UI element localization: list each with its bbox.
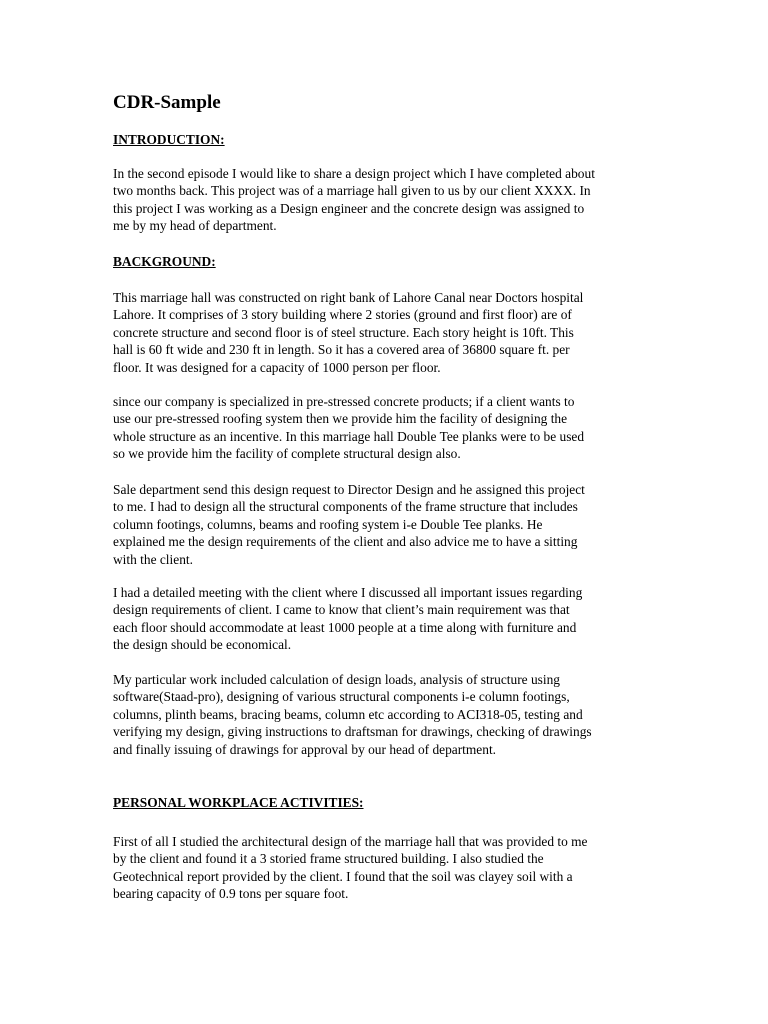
text-line: bearing capacity of 0.9 tons per square foot. [113, 886, 349, 902]
text-line: this project I was working as a Design engineer and the concrete design was assigned to [113, 200, 585, 216]
text-line: two months back. This project was of a marriage hall given to us by our client XXXX. In [113, 183, 591, 199]
text-line: First of all I studied the architectural design of the marriage hall that was provided to me [113, 834, 588, 849]
paragraph-background-4 [113, 584, 673, 654]
text-line: In the second episode I would like to share a design project which I have completed about [113, 166, 595, 181]
paragraph-personal-workplace-activities [113, 833, 673, 903]
text-line: use our pre-stressed roofing system then we provide him the facility of designing the [113, 411, 568, 427]
text-line: since our company is specialized in pre-stressed concrete products; if a client wants to [113, 394, 575, 409]
text-line: design requirements of client. I came to know that client’s main requirement was that [113, 602, 570, 618]
text-line: floor. It was designed for a capacity of 1000 person per floor. [113, 359, 441, 375]
text-line: software(Staad-pro), designing of various structural components i-e column footings, [113, 689, 570, 705]
text-line: with the client. [113, 551, 193, 567]
text-line: whole structure as an incentive. In this marriage hall Double Tee planks were to be used [113, 428, 585, 444]
section-heading-personal-workplace-activities: PERSONAL WORKPLACE ACTIVITIES: [113, 795, 364, 810]
text-line: I had a detailed meeting with the client where I discussed all important issues regarding [113, 585, 583, 600]
text-line: the design should be economical. [113, 637, 292, 653]
text-line: hall is 60 ft wide and 230 ft in length. So it has a covered area of 36800 square ft. per [113, 342, 570, 358]
paragraph-introduction [113, 165, 673, 235]
paragraph-background-5 [113, 671, 673, 758]
text-line: by the client and found it a 3 storied frame structured building. I also studied the [113, 851, 544, 867]
text-line: so we provide him the facility of complete structural design also. [113, 446, 461, 462]
text-line: explained me the design requirements of the client and also advice me to have a sitting [113, 534, 578, 550]
text-line: My particular work included calculation of design loads, analysis of structure using [113, 672, 560, 687]
paragraph-background-3 [113, 481, 673, 568]
text-line: and finally issuing of drawings for approval by our head of department. [113, 741, 497, 757]
text-line: verifying my design, giving instructions to draftsman for drawings, checking of drawings [113, 724, 592, 740]
text-line: each floor should accommodate at least 1000 people at a time along with furniture and [113, 619, 577, 635]
document-title: CDR-Sample [113, 92, 221, 113]
text-line: Lahore. It comprises of 3 story building where 2 stories (ground and first floor) are of [113, 307, 572, 323]
text-line: columns, plinth beams, bracing beams, column etc according to ACI318-05, testing and [113, 706, 583, 722]
section-heading-introduction: INTRODUCTION: [113, 132, 225, 147]
text-line: Sale department send this design request to Director Design and he assigned this project [113, 482, 585, 497]
text-line: This marriage hall was constructed on right bank of Lahore Canal near Doctors hospital [113, 290, 584, 305]
section-heading-background: BACKGROUND: [113, 254, 216, 269]
text-line: me by my head of department. [113, 218, 277, 234]
text-line: concrete structure and second floor is of steel structure. Each story height is 10ft. This [113, 324, 574, 340]
paragraph-background-2 [113, 393, 673, 463]
text-line: Geotechnical report provided by the client. I found that the soil was clayey soil with a [113, 868, 573, 884]
text-line: to me. I had to design all the structural components of the frame structure that includes [113, 499, 578, 515]
paragraph-background-1 [113, 289, 673, 376]
text-line: column footings, columns, beams and roofing system i-e Double Tee planks. He [113, 516, 543, 532]
